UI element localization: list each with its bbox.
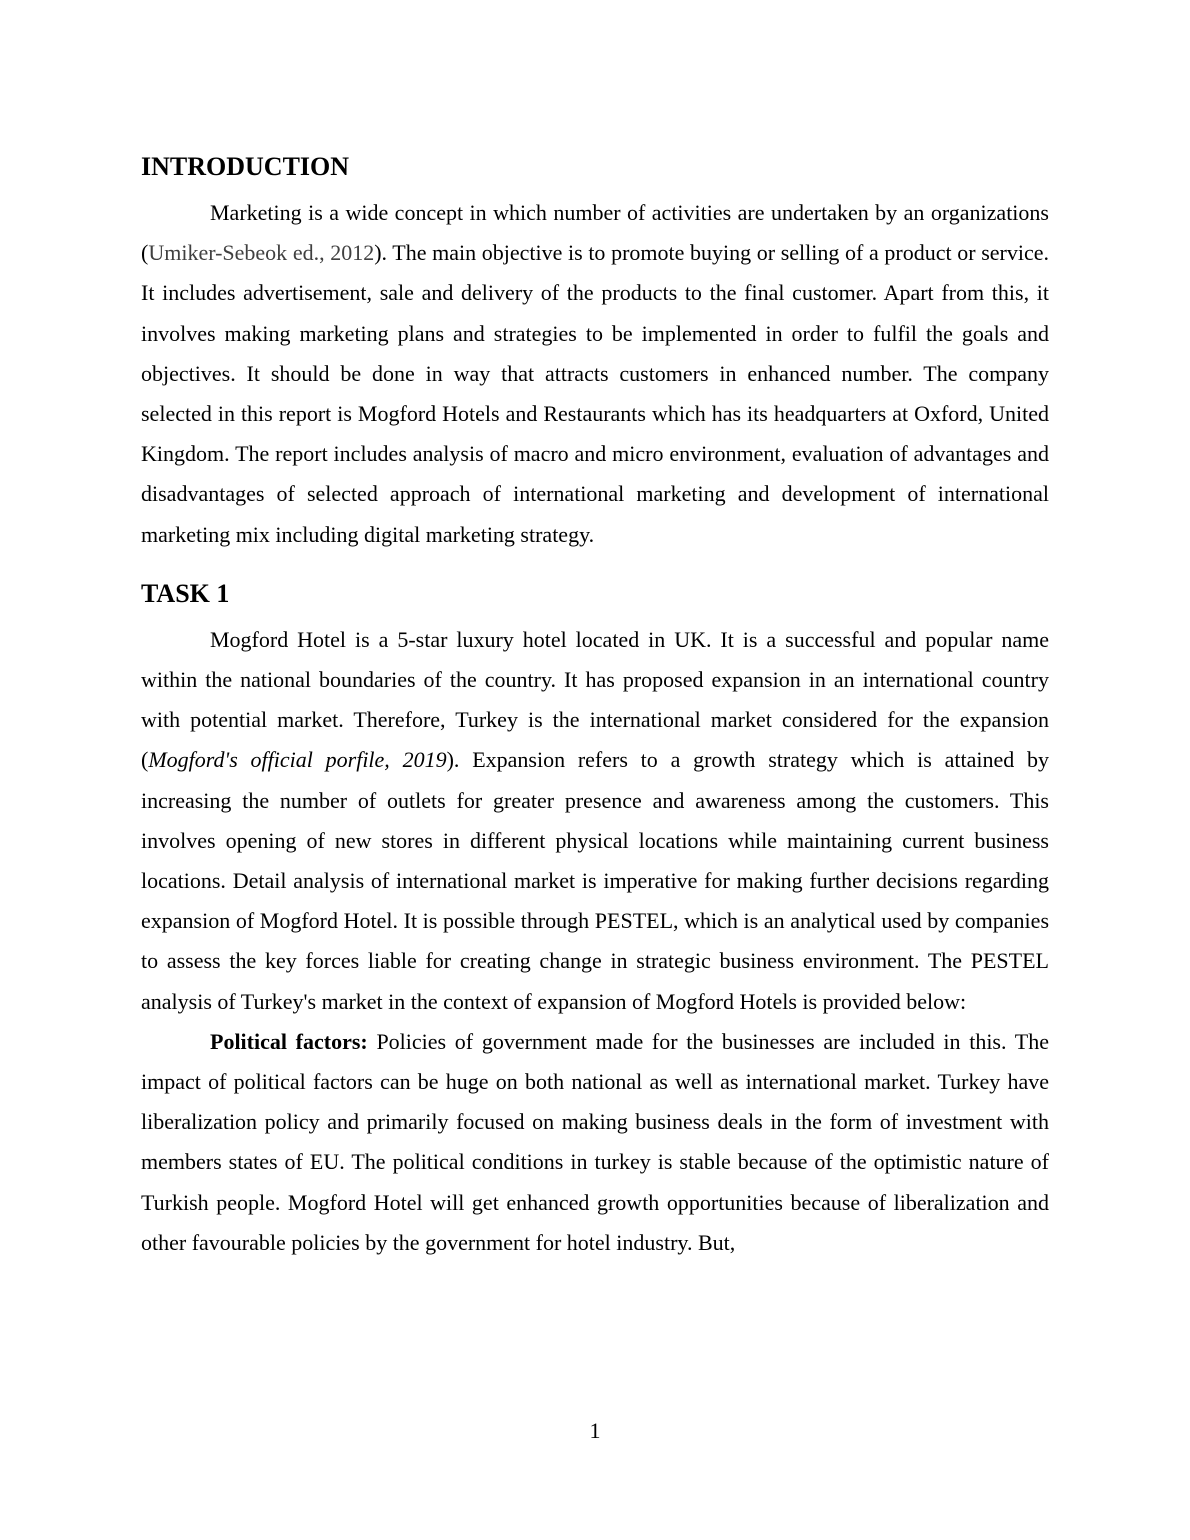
task1-heading: TASK 1 — [141, 578, 230, 608]
task1-text-end: ). Expansion refers to a growth strategy which is attained by increasing the number of outlets for greater presence and awareness among the customers. This involves opening of new stores in different physical locations while maintaining current business locations. Detail analysis of international market is imperative for making further decisions regarding expansion of Mogford Hotel. It is possible through PESTEL, which is an analytical used by companies to assess the key forces liable for creating change in strategic business environment. The PESTEL analysis of Turkey's market in the context of expansion of Mogford Hotels is provided below: — [141, 747, 1049, 1014]
political-factors-paragraph — [141, 1022, 1049, 1263]
task1-citation: Mogford's official porfile, 2019 — [148, 747, 447, 773]
introduction-text-end: ). The main objective is to promote buying or selling of a product or service. It includes advertisement, sale and delivery of the products to the final customer. Apart from this, it involves making marketing plans and strategies to be implemented in order to fulfil the goals and objectives. It should be done in way that attracts customers in enhanced number. The company selected in this report is Mogford Hotels and Restaurants which has its headquarters at Oxford, United Kingdom. The report includes analysis of macro and micro environment, evaluation of advantages and disadvantages of selected approach of international marketing and development of international marketing mix including digital marketing strategy. — [141, 240, 1049, 547]
introduction-heading: INTRODUCTION — [141, 152, 350, 181]
page-number: 1 — [589, 1418, 601, 1443]
task1-paragraph — [141, 620, 1049, 1022]
document-page — [141, 150, 1049, 1263]
political-factors-text: Policies of government made for the businesses are included in this. The impact of political factors can be huge on both national as well as international market. Turkey have liberalization policy and primarily focused on making business deals in the form of investment with members states of EU. The political conditions in turkey is stable because of the optimistic nature of Turkish people. Mogford Hotel will get enhanced growth opportunities because of liberalization and other favourable policies by the government for hotel industry. But, — [141, 1028, 1049, 1255]
introduction-citation: Umiker-Sebeok ed., 2012 — [148, 240, 375, 266]
political-factors-label: Political factors: — [210, 1028, 368, 1054]
task1-text-start: Mogford Hotel is a 5-star luxury hotel located in UK. It is a successful and popular name within the national boundaries of the country. It has proposed expansion in an international country with potential market. Therefore, Turkey is the international market considered for the expansion ( — [141, 626, 1049, 773]
introduction-paragraph — [141, 193, 1049, 555]
introduction-text-start: Marketing is a wide concept in which number of activities are undertaken by an organizations ( — [141, 200, 1049, 266]
